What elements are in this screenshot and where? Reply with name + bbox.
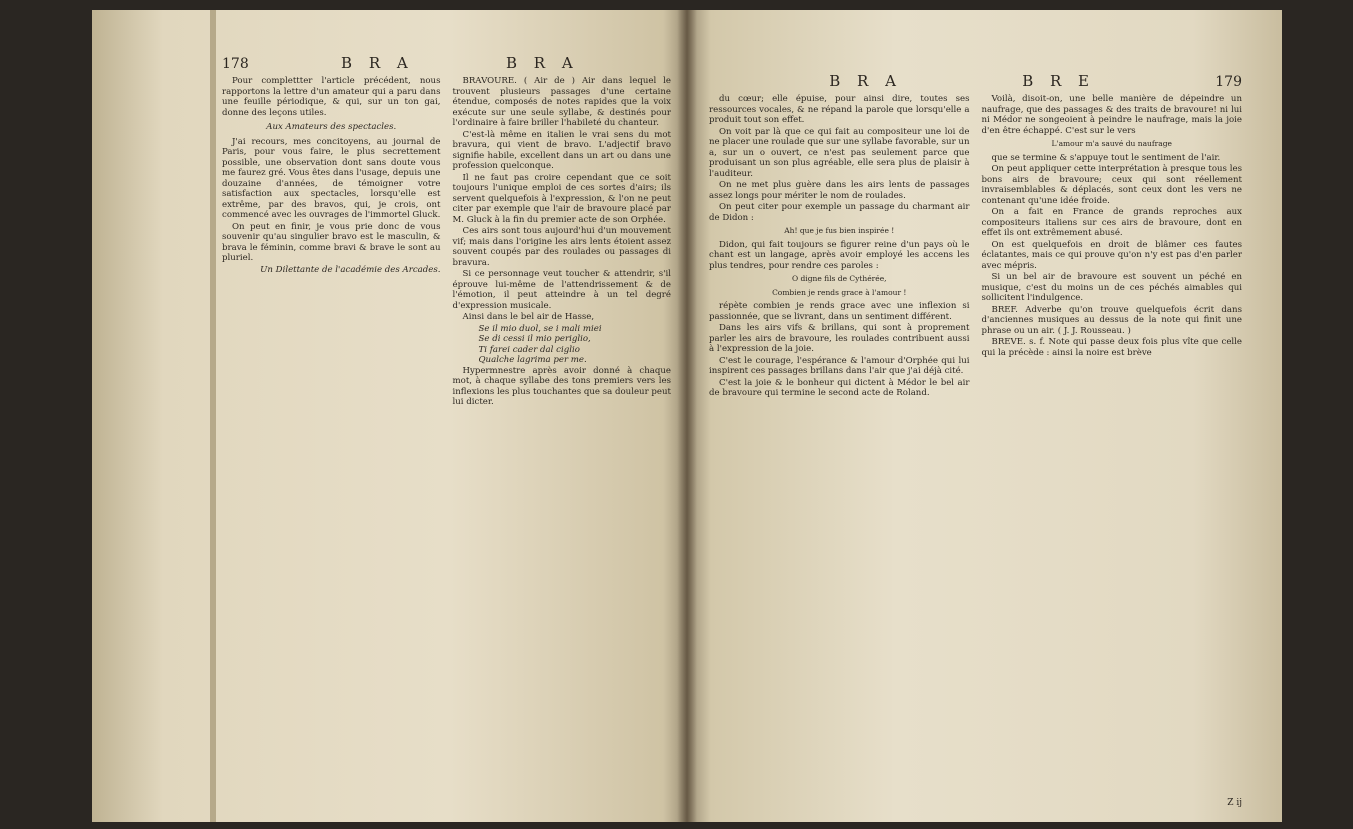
- right-page: [687, 10, 1282, 822]
- paragraph: Ainsi dans le bel air de Hasse,: [462, 312, 595, 322]
- right-column-2: [982, 94, 1243, 400]
- right-column-1: [709, 94, 970, 400]
- left-column-2: [453, 76, 672, 409]
- paragraph: Hypermnestre après avoir donné à chaque mot, à chaque syllabe des tons premiers vers les inflexions les plus touchantes que sa douleur peut lui dicter.: [452, 365, 671, 407]
- paragraph: du cœur; elle épuise, pour ainsi dire, toutes ses ressources vocales, & ne répand la parole que lorsqu'elle a produit tout son effet.: [709, 94, 970, 125]
- running-head-left-2: B R A: [506, 54, 579, 72]
- quote-line: Ah! que je fus bien inspirée !: [784, 226, 895, 235]
- running-head-right-1: B R A: [829, 72, 902, 90]
- paragraph: Voilà, disoit-on, une belle manière de dépeindre un naufrage, que des passages & des traits de bravoure! ni lui ni Médor ne songeoient à peindre le naufrage, mais la joie d'en être échappé. C'est sur le vers: [981, 94, 1242, 136]
- entry-breve: BREVE. s. f. Note qui passe deux fois plus vîte que celle qui la précède : ainsi la noire est brève: [981, 337, 1242, 358]
- paragraph: que se termine & s'appuye tout le sentiment de l'air.: [991, 152, 1221, 163]
- left-page: [92, 10, 687, 822]
- signature-mark: Z ij: [1227, 798, 1242, 808]
- paragraph: Didon, qui fait toujours se figurer reine d'un pays où le chant est un langage, après avoir employé les accens les plus tendres, pour rendre ces paroles :: [709, 239, 970, 271]
- quote-line: O digne fils de Cythérée,: [791, 274, 887, 283]
- letter-title: Aux Amateurs des spectacles.: [266, 122, 397, 132]
- paragraph: On ne met plus guère dans les airs lents de passages assez longs pour mériter le nom de roulades.: [709, 180, 970, 201]
- right-header: [709, 72, 1242, 90]
- verse-line: Se il mio duol, se i mali miei: [478, 323, 602, 334]
- verse-line: Se di cessi il mio periglio,: [478, 334, 591, 344]
- paragraph: C'est-là même en italien le vrai sens du mot bravura, qui vient de bravo. L'adjectif bravo signifie habile, excellent dans un art ou dans une profession quelconque.: [452, 129, 671, 171]
- paragraph: On est quelquefois en droit de blâmer ces fautes éclatantes, mais ce qui prouve qu'on n'y est pas d'en parler avec mépris.: [981, 239, 1242, 271]
- paragraph: Si ce personnage veut toucher & attendrir, s'il éprouve lui-même de l'attendrissement & de l'émotion, il peut atteindre à un tel degré d'expression musicale.: [452, 269, 671, 311]
- paragraph: répète combien je rends grace avec une inflexion si passionnée, que se livrant, dans un sentiment différent.: [709, 301, 970, 322]
- paragraph: On a fait en France de grands reproches aux compositeurs italiens sur ces airs de bravoure, dont en effet ils ont extrêmement abusé.: [981, 207, 1242, 238]
- letter-signature: Un Dilettante de l'académie des Arcades.: [260, 264, 441, 275]
- running-head-left: B R A: [341, 54, 414, 72]
- entry-bravoure: BRAVOURE. ( Air de ) Air dans lequel le trouvent plusieurs passages d'une certaine étendue, composés de notes rapides que la voix exécute sur une seule syllabe, & destinés pour l'ordinaire à faire briller l'habileté du chanteur.: [452, 76, 671, 128]
- paragraph: Ces airs sont tous aujourd'hui d'un mouvement vif; mais dans l'origine les airs lents étoient assez souvent coupés par des roulades ou passages di bravura.: [452, 226, 671, 268]
- left-header: [222, 54, 671, 72]
- verse-line: Ti farei cader dal ciglio: [478, 344, 580, 355]
- paragraph: C'est la joie & le bonheur qui dictent à Médor le bel air de bravoure qui termine le second acte de Roland.: [709, 377, 970, 398]
- paragraph: Si un bel air de bravoure est souvent un péché en musique, c'est du moins un de ces péchés aimables qui sollicitent l'indulgence.: [981, 272, 1242, 303]
- book-gutter: [677, 10, 697, 822]
- verse-line: Qualche lagrima per me.: [478, 355, 587, 365]
- paragraph: On peut en finir, je vous prie donc de vous souvenir qu'au singulier bravo est le masculin, & brava le féminin, comme bravi & brave le sont au pluriel.: [222, 221, 441, 263]
- left-column-1: [222, 76, 441, 409]
- page-edge: [210, 10, 216, 822]
- paragraph: Pour complettter l'article précédent, nous rapportons la lettre d'un amateur qui a paru dans une feuille périodique, & qui, sur un ton gai, donne des leçons utiles.: [222, 76, 441, 118]
- open-book: [92, 10, 1282, 822]
- quote-line: Combien je rends grace à l'amour !: [772, 287, 907, 297]
- paragraph: C'est le courage, l'espérance & l'amour d'Orphée qui lui inspirent ces passages brillans dans l'air que j'ai déjà cité.: [709, 355, 970, 376]
- paragraph: On peut appliquer cette interprétation à presque tous les bons airs de bravoure; ceux qui sont réellement invraisemblables & déplacés, sont ceux dont les vers ne contenant qu'une idée froide.: [981, 164, 1242, 206]
- page-number-right: 179: [1215, 74, 1242, 90]
- paragraph: Dans les airs vifs & brillans, qui sont à proprement parler les airs de bravoure, les roulades contribuent aussi à l'expression de la joie.: [709, 323, 970, 354]
- quote-line: L'amour m'a sauvé du naufrage: [1051, 139, 1172, 148]
- running-head-right-2: B R E: [1022, 72, 1095, 90]
- entry-bref: BREF. Adverbe qu'on trouve quelquefois écrit dans d'anciennes musiques au dessus de la note qui finit une phrase ou un air. ( J. J. Rousseau. ): [981, 304, 1242, 336]
- paragraph: J'ai recours, mes concitoyens, au journal de Paris, pour vous faire, le plus secrettement possible, une observation dont sans doute vous me faurez gré. Vous êtes dans l'usage, depuis une douzaine d'années, de témoigner votre satisfaction aux spectacles, lorsqu'elle est extrême, par des bravos, qui, je crois, ont commencé avec les ouvrages de l'immortel Gluck.: [222, 136, 441, 220]
- page-number-left: 178: [222, 56, 249, 72]
- paragraph: On peut citer pour exemple un passage du charmant air de Didon :: [709, 202, 970, 223]
- paragraph: Il ne faut pas croire cependant que ce soit toujours l'unique emploi de ces sortes d'airs; ils servent quelquefois à l'expression, & l'on ne peut citer par exemple que l'air de bravoure placé par M. Gluck à la fin du premier acte de son Orphée.: [452, 172, 671, 225]
- paragraph: On voit par là que ce qui fait au compositeur une loi de ne placer une roulade que sur une syllabe favorable, sur un a, sur un o ouvert, ce n'est pas seulement parce que produisant un son plus agréable, elle sera plus de plaisir à l'auditeur.: [709, 126, 970, 179]
